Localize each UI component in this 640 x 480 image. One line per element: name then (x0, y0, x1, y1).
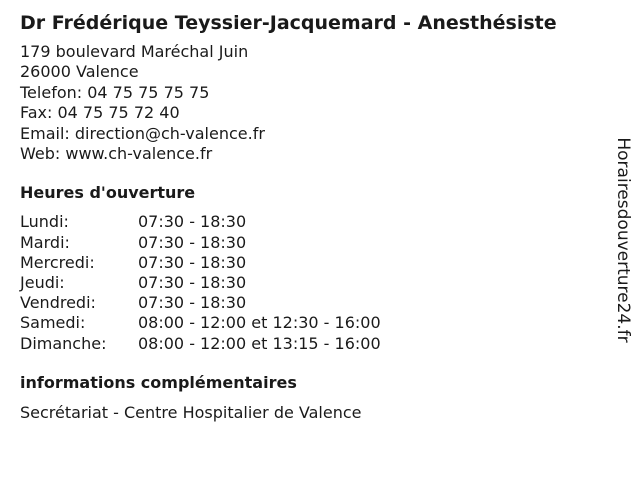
hours-row-saturday (20, 313, 600, 333)
hours-row-thursday (20, 273, 600, 293)
email-address: Email: direction@ch-valence.fr (20, 123, 265, 143)
city-address: 26000 Valence (20, 62, 139, 82)
opening-hours-table (20, 212, 600, 353)
street-address: 179 boulevard Maréchal Juin (20, 42, 249, 61)
time-range: 07:30 - 18:30 (138, 273, 247, 293)
fax-number: Fax: 04 75 75 72 40 (20, 103, 180, 123)
day-label: Mardi: (20, 232, 70, 252)
time-range: 07:30 - 18:30 (138, 293, 247, 313)
time-range: 08:00 - 12:00 et 12:30 - 16:00 (138, 313, 381, 333)
page-title: Dr Frédérique Teyssier-Jacquemard - Anesthésiste (20, 12, 557, 34)
day-label: Dimanche: (20, 333, 107, 353)
site-watermark: Horairesdouverture24.fr (613, 137, 633, 343)
time-range: 07:30 - 18:30 (138, 232, 247, 252)
contact-block (20, 42, 600, 164)
listing-card (20, 10, 600, 423)
day-label: Lundi: (20, 212, 69, 232)
time-range: 07:30 - 18:30 (138, 252, 247, 272)
info-heading: informations complémentaires (20, 372, 297, 392)
time-range: 07:30 - 18:30 (138, 212, 247, 232)
phone-number: Telefon: 04 75 75 75 75 (20, 82, 210, 102)
time-range: 08:00 - 12:00 et 13:15 - 16:00 (138, 333, 381, 353)
website-address: Web: www.ch-valence.fr (20, 144, 213, 164)
day-label: Jeudi: (20, 273, 65, 293)
hours-row-tuesday (20, 233, 600, 253)
day-label: Mercredi: (20, 252, 95, 272)
hours-row-friday (20, 293, 600, 313)
day-label: Vendredi: (20, 293, 96, 313)
info-text: Secrétariat - Centre Hospitalier de Valence (20, 402, 362, 422)
hours-row-monday (20, 212, 600, 232)
hours-heading: Heures d'ouverture (20, 183, 196, 203)
hours-row-sunday (20, 334, 600, 354)
day-label: Samedi: (20, 313, 86, 333)
hours-row-wednesday (20, 253, 600, 273)
